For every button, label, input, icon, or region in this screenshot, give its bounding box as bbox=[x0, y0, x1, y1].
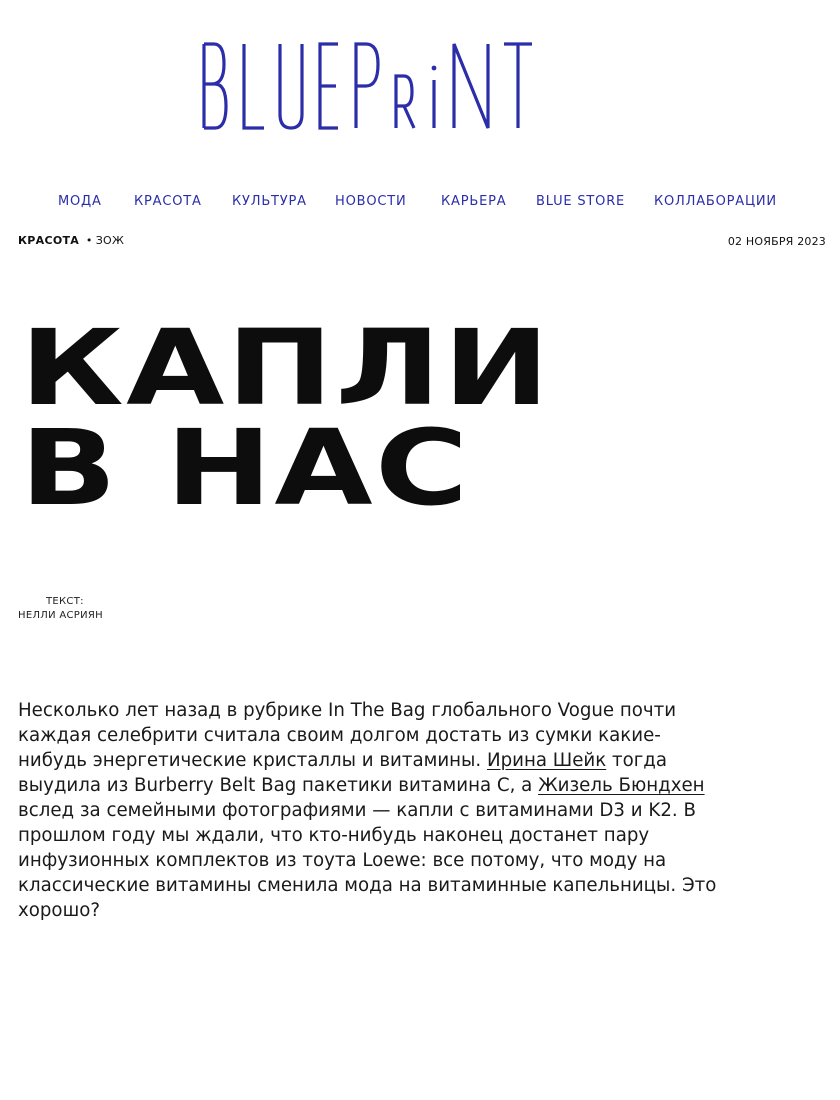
nav-item-blue-store[interactable]: BLUE STORE bbox=[536, 194, 626, 209]
nav-item-kariera[interactable]: КАРЬЕРА bbox=[441, 194, 507, 209]
article-date: 02 НОЯБРЯ 2023 bbox=[727, 235, 826, 248]
breadcrumb-separator: • bbox=[85, 234, 93, 247]
link-irina-sheik[interactable]: Ирина Шейк bbox=[486, 750, 607, 771]
main-nav bbox=[0, 194, 840, 214]
article-title-line-1: КАПЛИ bbox=[20, 307, 552, 429]
nav-item-kultura[interactable]: КУЛЬТУРА bbox=[232, 194, 307, 209]
nav-item-kollaboratsii[interactable]: КОЛЛАБОРАЦИИ bbox=[654, 194, 777, 209]
link-gisele-bundchen[interactable]: Жизель Бюндхен bbox=[538, 775, 705, 796]
nav-item-krasota[interactable]: КРАСОТА bbox=[134, 194, 202, 209]
article-tag-link[interactable]: ЗОЖ bbox=[95, 234, 125, 247]
nav-item-moda[interactable]: МОДА bbox=[58, 194, 102, 209]
lead-text-part-3: вслед за семейными фотографиями — капли с витаминами D3 и K2. В прошлом году мы ждали, что кто-нибудь наконец достанет пару инфузионных комплектов из тоута Loewe: все потому, что моду на классические витамины сменила мода на витаминные капельницы. Это хорошо? bbox=[18, 800, 717, 921]
blueprint-logo[interactable] bbox=[198, 40, 538, 132]
article-section-link[interactable]: КРАСОТА bbox=[18, 234, 80, 247]
blueprint-logo-mark bbox=[198, 40, 538, 132]
byline-label: ТЕКСТ: bbox=[46, 596, 84, 607]
article-breadcrumb bbox=[18, 234, 124, 247]
article-title bbox=[20, 307, 552, 529]
article-byline bbox=[18, 595, 103, 623]
lead-text-part-2: тогда выудила из Burberry Belt Bag пакетики витамина С, а bbox=[18, 750, 667, 796]
lead-text-part-1: Несколько лет назад в рубрике In The Bag глобального Vogue почти каждая селебрити считала своим долгом достать из сумки какие-нибудь энергетические кристаллы и витамины. bbox=[18, 700, 677, 771]
article-title-line-2: В НАС bbox=[20, 407, 471, 529]
article-lead-paragraph bbox=[18, 698, 718, 923]
byline-author[interactable]: НЕЛЛИ АСРИЯН bbox=[18, 610, 103, 621]
nav-item-novosti[interactable]: НОВОСТИ bbox=[335, 194, 407, 209]
